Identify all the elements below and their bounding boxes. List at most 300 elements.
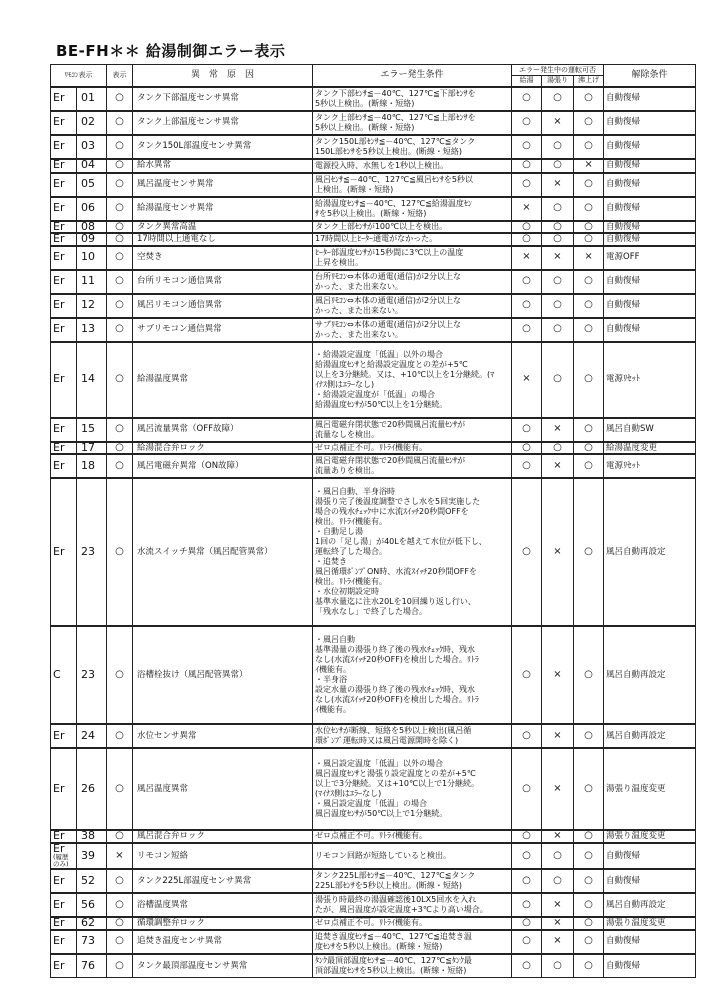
error-code: 56 xyxy=(77,893,107,917)
condition-line: ゼロ点補正不可。ﾘﾄﾗｲ機能有。 xyxy=(315,918,427,928)
release-condition: 風呂自動再設定 xyxy=(604,478,696,626)
condition-line: ｲ機能有。 xyxy=(315,705,351,714)
condition-line: ・半身浴 xyxy=(315,675,347,684)
table-row xyxy=(51,930,696,954)
remote-prefix-text: Er xyxy=(53,274,65,288)
error-condition xyxy=(313,270,512,294)
header-condition: エラー発生条件 xyxy=(313,65,512,87)
display-mark: ○ xyxy=(107,869,133,893)
condition-line: 検出。ﾘﾄﾗｲ機能有。 xyxy=(315,517,387,526)
remote-prefix xyxy=(51,748,77,830)
error-cause: 風呂電磁弁異常（ON故障） xyxy=(133,454,313,478)
condition-line: 給湯温度ｾﾝｻ≦－40℃、127℃≦給湯温度ｾﾝ xyxy=(315,198,472,208)
condition-line: 流量ありを検出。 xyxy=(315,466,379,475)
condition-line: タンク225L部ｾﾝｻ≦－40℃、127℃≦タンク xyxy=(315,871,476,880)
operable-wakiage: ○ xyxy=(574,318,604,342)
error-condition xyxy=(313,930,512,954)
operable-wakiage: ○ xyxy=(574,843,604,870)
error-cause: 風呂温度異常 xyxy=(133,748,313,830)
operable-yuhari: × xyxy=(542,111,574,135)
condition-line: ・風呂設定温度「低温」以外の場合 xyxy=(315,759,443,768)
operable-kyuto: × xyxy=(512,342,542,418)
table-row xyxy=(51,197,696,221)
remote-prefix-text: Er xyxy=(53,958,65,972)
display-mark: ○ xyxy=(107,626,133,724)
error-code: 10 xyxy=(77,246,107,270)
error-cause: タンク異常高温 xyxy=(133,221,313,234)
error-condition xyxy=(313,318,512,342)
error-code: 38 xyxy=(77,830,107,843)
condition-line: ｲﾅｽ側はｴﾗｰなし) xyxy=(315,379,375,389)
condition-line: 場合の残水ﾁｪｯｸ中に水流ｽｲｯﾁ20秒間OFFを xyxy=(315,507,469,516)
operable-kyuto: ○ xyxy=(512,917,542,930)
operable-wakiage: ○ xyxy=(574,221,604,234)
display-mark: ○ xyxy=(107,135,133,159)
remote-prefix-text: Er xyxy=(53,544,65,558)
error-condition xyxy=(313,111,512,135)
condition-line: 給湯温度ｾﾝｻが50℃以上を1分継続。 xyxy=(315,399,448,409)
error-code: 18 xyxy=(77,454,107,478)
remote-prefix-text: Er xyxy=(53,177,65,191)
document-title: BE-FH＊＊ 給湯制御エラー表示 xyxy=(56,42,286,60)
operable-kyuto: ○ xyxy=(512,270,542,294)
error-cause: タンク下部温度センサ異常 xyxy=(133,87,313,111)
header-cause: 異 常 原 因 xyxy=(133,65,313,87)
table-row xyxy=(51,294,696,318)
error-cause: 風呂温度センサ異常 xyxy=(133,173,313,197)
error-condition xyxy=(313,748,512,830)
condition-line: ・風呂自動 xyxy=(315,635,355,644)
table-row xyxy=(51,246,696,270)
condition-line: ゼロ点補正不可。ﾘﾄﾗｲ機能有。 xyxy=(315,831,427,841)
release-condition: 自動復帰 xyxy=(604,221,696,234)
table-row xyxy=(51,917,696,930)
operable-wakiage: ○ xyxy=(574,342,604,418)
error-cause: 給湯温度異常 xyxy=(133,342,313,418)
operable-yuhari: ○ xyxy=(542,197,574,221)
error-cause: 給湯温度センサ異常 xyxy=(133,197,313,221)
header-row-top xyxy=(51,65,696,76)
remote-prefix xyxy=(51,197,77,221)
remote-prefix xyxy=(51,246,77,270)
error-code: 26 xyxy=(77,748,107,830)
operable-yuhari: ○ xyxy=(542,221,574,234)
operable-yuhari: × xyxy=(542,418,574,442)
remote-prefix-text: Er xyxy=(53,917,65,929)
display-mark: × xyxy=(107,843,133,870)
error-code: 52 xyxy=(77,869,107,893)
table-row xyxy=(51,135,696,159)
release-condition: 電源OFF xyxy=(604,246,696,270)
header-wakiage: 沸上げ xyxy=(574,76,604,87)
header-remote: ﾘﾓｺﾝ表示 xyxy=(51,65,107,87)
error-code: 17 xyxy=(77,442,107,455)
display-mark: ○ xyxy=(107,294,133,318)
error-condition xyxy=(313,478,512,626)
condition-line: 給湯温度ｾﾝｻと給湯設定温度との差が+5℃ xyxy=(315,359,468,369)
error-cause: リモコン短絡 xyxy=(133,843,313,870)
condition-line: 5秒以上検出。(断線・短絡) xyxy=(315,122,415,132)
table-row xyxy=(51,159,696,173)
error-condition xyxy=(313,843,512,870)
remote-prefix xyxy=(51,917,77,930)
condition-line: ・自動足し湯 xyxy=(315,527,363,536)
condition-line: 風呂ｾﾝｻ≦－40℃、127℃≦風呂ｾﾝｻを5秒以 xyxy=(315,174,473,184)
error-cause: 水位センサ異常 xyxy=(133,724,313,748)
operable-yuhari: × xyxy=(542,173,574,197)
remote-prefix xyxy=(51,954,77,978)
condition-line: なし(水流ｽｲｯﾁ20秒OFF)を検出した場合。ﾘﾄﾗ xyxy=(315,695,479,704)
operable-kyuto: × xyxy=(512,197,542,221)
condition-line: 環ﾎﾟﾝﾌﾟ運転時又は風呂電源開時を除く) xyxy=(315,736,459,745)
condition-line: 水位ｾﾝｻが断線、短絡を5秒以上検出(風呂循 xyxy=(315,726,472,735)
release-condition: 湯張り温度変更 xyxy=(604,917,696,930)
display-mark: ○ xyxy=(107,893,133,917)
operable-yuhari: ○ xyxy=(542,87,574,111)
operable-kyuto: ○ xyxy=(512,869,542,893)
error-cause: 給湯混合弁ロック xyxy=(133,442,313,455)
condition-line: タンク上部ｾﾝｻ≦－40℃、127℃≦上部ｾﾝｻを xyxy=(315,112,476,122)
condition-line: 5秒以上検出。(断線・短絡) xyxy=(315,98,415,108)
display-mark: ○ xyxy=(107,418,133,442)
remote-prefix-text: Er xyxy=(53,830,65,842)
operable-yuhari: ○ xyxy=(542,233,574,246)
remote-prefix xyxy=(51,626,77,724)
error-code: 76 xyxy=(77,954,107,978)
operable-wakiage: ○ xyxy=(574,87,604,111)
error-code: 23 xyxy=(77,626,107,724)
error-cause: 給水異常 xyxy=(133,159,313,173)
release-condition: 自動復帰 xyxy=(604,954,696,978)
remote-prefix-text: Er xyxy=(53,158,65,172)
operable-kyuto: ○ xyxy=(512,843,542,870)
release-condition: 自動復帰 xyxy=(604,294,696,318)
error-code: 23 xyxy=(77,478,107,626)
condition-line: 風呂循環ﾎﾟﾝﾌﾟON時、水流ｽｲｯﾁ20秒間OFFを xyxy=(315,567,477,576)
error-condition xyxy=(313,87,512,111)
display-mark: ○ xyxy=(107,159,133,173)
operable-wakiage: ○ xyxy=(574,869,604,893)
operable-kyuto: ○ xyxy=(512,724,542,748)
release-condition: 自動復帰 xyxy=(604,233,696,246)
error-cause: 風呂リモコン通信異常 xyxy=(133,294,313,318)
remote-prefix-text: Er xyxy=(53,422,65,436)
header-yuhari: 湯張り xyxy=(542,76,574,87)
header-operable: エラー発生中の運転可否 xyxy=(512,65,604,76)
operable-kyuto: ○ xyxy=(512,135,542,159)
error-cause: 空焚き xyxy=(133,246,313,270)
release-condition: 自動復帰 xyxy=(604,843,696,870)
remote-prefix-text: Er xyxy=(53,233,65,245)
operable-yuhari: ○ xyxy=(542,159,574,173)
table-row xyxy=(51,869,696,893)
remote-prefix xyxy=(51,270,77,294)
error-code: 62 xyxy=(77,917,107,930)
error-code: 03 xyxy=(77,135,107,159)
condition-line: なし(水流ｽｲｯﾁ20秒OFF)を検出した場合。ﾘﾄﾗ xyxy=(315,655,479,664)
release-condition: 自動復帰 xyxy=(604,159,696,173)
error-condition xyxy=(313,233,512,246)
operable-yuhari: ○ xyxy=(542,442,574,455)
operable-wakiage: ○ xyxy=(574,748,604,830)
operable-kyuto: ○ xyxy=(512,442,542,455)
release-condition: 自動復帰 xyxy=(604,869,696,893)
table-row xyxy=(51,342,696,418)
operable-wakiage: ○ xyxy=(574,233,604,246)
operable-yuhari: × xyxy=(542,830,574,843)
error-condition xyxy=(313,159,512,173)
display-mark: ○ xyxy=(107,724,133,748)
operable-wakiage: ○ xyxy=(574,478,604,626)
operable-kyuto: ○ xyxy=(512,294,542,318)
table-row xyxy=(51,221,696,234)
condition-line: 風呂ﾘﾓｺﾝ⇔本体の通電(通信)が2分以上な xyxy=(315,295,462,305)
remote-prefix-text: Er xyxy=(53,781,65,795)
release-condition: 風呂自動再設定 xyxy=(604,724,696,748)
remote-prefix xyxy=(51,843,77,870)
condition-line: 以上を3分継続。又は、+10℃以上を1分継続。(ﾏ xyxy=(315,369,495,379)
condition-line: ﾀﾝｸ最頂部温度ｾﾝｻ≦－40℃、127℃≦ﾀﾝｸ最 xyxy=(315,955,472,965)
remote-prefix xyxy=(51,442,77,455)
error-cause: 17時間以上通電なし xyxy=(133,233,313,246)
release-condition: 給湯温度変更 xyxy=(604,442,696,455)
display-mark: ○ xyxy=(107,478,133,626)
operable-wakiage: × xyxy=(574,159,604,173)
remote-prefix-text: Er xyxy=(53,201,65,215)
error-code: 12 xyxy=(77,294,107,318)
error-condition xyxy=(313,442,512,455)
table-row xyxy=(51,270,696,294)
table-row xyxy=(51,626,696,724)
display-mark: ○ xyxy=(107,233,133,246)
release-condition: 風呂自動再設定 xyxy=(604,626,696,724)
display-mark: ○ xyxy=(107,270,133,294)
error-code: 11 xyxy=(77,270,107,294)
display-mark: ○ xyxy=(107,173,133,197)
release-condition: 自動復帰 xyxy=(604,930,696,954)
release-condition: 電源ﾘｾｯﾄ xyxy=(604,342,696,418)
release-condition: 自動復帰 xyxy=(604,135,696,159)
remote-prefix xyxy=(51,87,77,111)
remote-prefix xyxy=(51,159,77,173)
condition-line: 基準水量迄に注水20Lを10回繰り返し行い、 xyxy=(315,597,476,606)
remote-prefix-text: Er xyxy=(53,139,65,153)
remote-prefix-text: Er xyxy=(53,220,65,233)
remote-prefix xyxy=(51,111,77,135)
error-code: 73 xyxy=(77,930,107,954)
operable-yuhari: ○ xyxy=(542,318,574,342)
condition-line: タンク150L部ｾﾝｻ≦－40℃、127℃≦タンク xyxy=(315,136,476,146)
condition-line: かった、また出来ない。 xyxy=(315,305,403,315)
release-condition: 自動復帰 xyxy=(604,197,696,221)
remote-prefix-text: Er xyxy=(53,115,65,129)
table-row xyxy=(51,318,696,342)
condition-line: 湯張り完了後温度調整でさし水を5回実施した xyxy=(315,497,481,506)
history-only-note: (履歴のみ) xyxy=(53,853,69,868)
release-condition: 自動復帰 xyxy=(604,318,696,342)
condition-line: 頂部温度ｾﾝｻを5秒以上検出。(断線・短絡) xyxy=(315,965,467,975)
error-condition xyxy=(313,830,512,843)
condition-line: 度ｾﾝｻを5秒以上検出。(断線・短絡) xyxy=(315,941,443,951)
error-cause: 追焚き温度センサ異常 xyxy=(133,930,313,954)
remote-prefix-text: Er xyxy=(53,458,65,472)
display-mark: ○ xyxy=(107,442,133,455)
error-code: 01 xyxy=(77,87,107,111)
operable-kyuto: ○ xyxy=(512,233,542,246)
error-cause: サブリモコン通信異常 xyxy=(133,318,313,342)
error-cause: 台所リモコン通信異常 xyxy=(133,270,313,294)
display-mark: ○ xyxy=(107,930,133,954)
remote-prefix-text: Er xyxy=(53,842,65,855)
condition-line: 風呂電磁弁閉状態で20秒間風呂流量ｾﾝｻが xyxy=(315,456,466,465)
table-row xyxy=(51,830,696,843)
condition-line: ﾋｰﾀｰ部温度ｾﾝｻが15秒間に3℃以上の温度 xyxy=(315,247,464,257)
header-display: 表示 xyxy=(107,65,133,87)
error-condition xyxy=(313,626,512,724)
operable-wakiage: ○ xyxy=(574,930,604,954)
operable-wakiage: ○ xyxy=(574,893,604,917)
operable-kyuto: ○ xyxy=(512,893,542,917)
remote-prefix xyxy=(51,830,77,843)
error-code: 14 xyxy=(77,342,107,418)
condition-line: 225L部ｾﾝｻを5秒以上検出。(断線・短絡) xyxy=(315,881,463,890)
error-condition xyxy=(313,917,512,930)
operable-wakiage: × xyxy=(574,246,604,270)
remote-prefix-text: Er xyxy=(53,728,65,742)
condition-line: 風呂温度ｾﾝｻが50℃以上で1分継続。 xyxy=(315,809,448,818)
error-cause: 水流スイッチ異常（風呂配管異常） xyxy=(133,478,313,626)
error-cause: 風呂混合弁ロック xyxy=(133,830,313,843)
remote-prefix xyxy=(51,893,77,917)
condition-line: ｲ機能有。 xyxy=(315,665,351,674)
condition-line: リモコン回路が短絡していると検出。 xyxy=(315,850,451,860)
operable-yuhari: × xyxy=(542,724,574,748)
header-release: 解除条件 xyxy=(604,65,696,87)
display-mark: ○ xyxy=(107,87,133,111)
condition-line: 基準湯量の湯張り終了後の残水ﾁｪｯｸ時、残水 xyxy=(315,645,475,654)
condition-line: 運転終了した場合。 xyxy=(315,547,387,556)
condition-line: ・風呂設定温度「低温」の場合 xyxy=(315,799,427,808)
condition-line: 風呂温度ｾﾝｻと湯張り設定温度との差が+5℃ xyxy=(315,769,476,778)
operable-yuhari: × xyxy=(542,748,574,830)
header-kyuto: 給湯 xyxy=(512,76,542,87)
remote-prefix-text: Er xyxy=(53,298,65,312)
table-row xyxy=(51,748,696,830)
operable-wakiage: ○ xyxy=(574,954,604,978)
operable-kyuto: ○ xyxy=(512,830,542,843)
error-condition xyxy=(313,724,512,748)
error-table xyxy=(50,64,696,978)
error-condition xyxy=(313,869,512,893)
condition-line: 1回の「足し湯」が40Lを越えて水位が低下し、 xyxy=(315,537,487,546)
remote-prefix-text: Er xyxy=(53,873,65,887)
condition-line: 追焚き温度ｾﾝｻ≦－40℃、127℃≦追焚き温 xyxy=(315,931,472,941)
operable-yuhari: × xyxy=(542,246,574,270)
condition-line: 以上で3分継続。又は+10℃以上で1分継続。 xyxy=(315,779,480,788)
remote-prefix-text: Er xyxy=(53,322,65,336)
display-mark: ○ xyxy=(107,246,133,270)
display-mark: ○ xyxy=(107,454,133,478)
condition-line: ゼロ点補正不可。ﾘﾄﾗｲ機能有。 xyxy=(315,442,427,452)
operable-wakiage: ○ xyxy=(574,270,604,294)
release-condition: 風呂自動再設定 xyxy=(604,893,696,917)
operable-kyuto: × xyxy=(512,246,542,270)
error-cause: タンク上部温度センサ異常 xyxy=(133,111,313,135)
error-rows xyxy=(51,87,696,978)
condition-line: 流量なしを検出。 xyxy=(315,429,379,439)
release-condition: 湯張り温度変更 xyxy=(604,748,696,830)
table-row xyxy=(51,843,696,870)
error-condition xyxy=(313,954,512,978)
operable-wakiage: ○ xyxy=(574,173,604,197)
error-cause: 風呂流量異常（OFF故障） xyxy=(133,418,313,442)
error-code: 39 xyxy=(77,843,107,870)
remote-prefix-text: Er xyxy=(53,897,65,911)
remote-prefix xyxy=(51,135,77,159)
remote-prefix-text: Er xyxy=(53,441,65,454)
error-code: 15 xyxy=(77,418,107,442)
operable-yuhari: ○ xyxy=(542,954,574,978)
operable-yuhari: × xyxy=(542,917,574,930)
condition-line: ・水位初期設定時 xyxy=(315,587,379,596)
remote-prefix-text: Er xyxy=(53,372,65,386)
error-code: 06 xyxy=(77,197,107,221)
table-row xyxy=(51,724,696,748)
condition-line: 風呂電磁弁閉状態で20秒間風呂流量ｾﾝｻが xyxy=(315,419,466,429)
condition-line: 電源投入時、水無しを1秒以上検出。 xyxy=(315,160,449,170)
operable-wakiage: ○ xyxy=(574,294,604,318)
operable-kyuto: ○ xyxy=(512,318,542,342)
operable-wakiage: ○ xyxy=(574,442,604,455)
error-code: 08 xyxy=(77,221,107,234)
condition-line: サブﾘﾓｺﾝ⇔本体の通電(通信)が2分以上な xyxy=(315,319,462,329)
table-row xyxy=(51,454,696,478)
release-condition: 自動復帰 xyxy=(604,111,696,135)
error-code: 24 xyxy=(77,724,107,748)
operable-yuhari: ○ xyxy=(542,869,574,893)
operable-kyuto: ○ xyxy=(512,173,542,197)
table-row xyxy=(51,87,696,111)
error-condition xyxy=(313,246,512,270)
error-code: 04 xyxy=(77,159,107,173)
remote-prefix xyxy=(51,930,77,954)
operable-wakiage: ○ xyxy=(574,197,604,221)
operable-wakiage: ○ xyxy=(574,626,604,724)
table-row xyxy=(51,893,696,917)
condition-line: 上検出。(断線・短絡) xyxy=(315,184,394,194)
condition-line: 検出。ﾘﾄﾗｲ機能有。 xyxy=(315,577,387,586)
operable-wakiage: ○ xyxy=(574,724,604,748)
operable-wakiage: ○ xyxy=(574,917,604,930)
operable-yuhari: ○ xyxy=(542,843,574,870)
condition-line: ・給湯設定温度「低温」以外の場合 xyxy=(315,349,443,359)
operable-kyuto: ○ xyxy=(512,626,542,724)
display-mark: ○ xyxy=(107,917,133,930)
condition-line: 17時間以上ﾋｰﾀｰ通電がなかった。 xyxy=(315,234,438,244)
operable-yuhari: × xyxy=(542,626,574,724)
error-cause: 浴槽栓抜け（風呂配管異常） xyxy=(133,626,313,724)
remote-prefix xyxy=(51,454,77,478)
remote-prefix xyxy=(51,233,77,246)
operable-kyuto: ○ xyxy=(512,159,542,173)
remote-prefix xyxy=(51,724,77,748)
remote-prefix xyxy=(51,294,77,318)
operable-kyuto: ○ xyxy=(512,454,542,478)
error-code: 13 xyxy=(77,318,107,342)
operable-wakiage: ○ xyxy=(574,830,604,843)
error-condition xyxy=(313,294,512,318)
remote-prefix-text: Er xyxy=(53,91,65,105)
